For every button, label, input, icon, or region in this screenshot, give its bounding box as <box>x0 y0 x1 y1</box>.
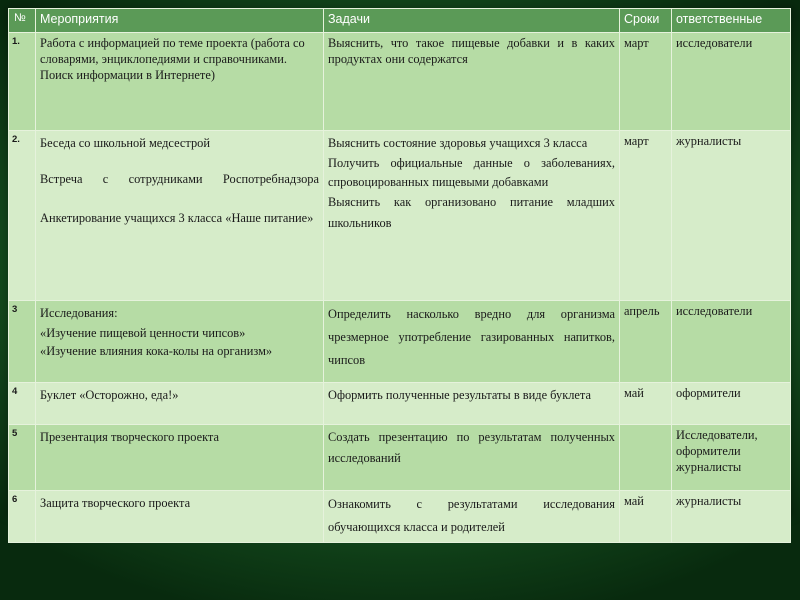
event-text: Работа с информацией по теме проекта (работа со словарями, энциклопедиями и справочниками. Поиск информации в Интернете) <box>40 36 305 82</box>
row-deadline <box>620 425 672 491</box>
table-row <box>9 301 791 383</box>
event-text: Встреча с сотрудниками Роспотребнадзора <box>40 172 319 186</box>
event-text: Исследования: <box>40 306 118 320</box>
row-events <box>36 491 324 543</box>
row-responsible <box>672 383 791 425</box>
task-text: Выяснить как организовано питание младших школьников <box>328 195 615 230</box>
responsible-text: журналисты <box>676 460 742 474</box>
row-events <box>36 383 324 425</box>
row-tasks <box>324 301 620 383</box>
responsible-text: оформители <box>676 386 741 400</box>
row-responsible <box>672 131 791 301</box>
spacer <box>40 190 319 206</box>
task-text: Ознакомить с результатами исследования обучающихся класса и родителей <box>328 497 615 534</box>
row-events <box>36 425 324 491</box>
header-row <box>9 9 791 33</box>
table-header <box>9 9 791 33</box>
responsible-text: Исследователи, <box>676 428 758 442</box>
row-tasks <box>324 131 620 301</box>
spacer <box>40 153 319 169</box>
row-num: 1. <box>9 33 36 131</box>
responsible-text: журналисты <box>676 494 742 508</box>
table-row <box>9 425 791 491</box>
row-num: 3 <box>9 301 36 383</box>
row-tasks <box>324 425 620 491</box>
row-deadline: май <box>620 491 672 543</box>
event-text: Защита творческого проекта <box>40 496 191 510</box>
row-num: 4 <box>9 383 36 425</box>
row-events <box>36 131 324 301</box>
responsible-text: оформители <box>676 444 741 458</box>
row-responsible <box>672 491 791 543</box>
event-text: «Изучение влияния кока-колы на организм» <box>40 344 273 358</box>
task-text: Выяснить состояние здоровья учащихся 3 класса <box>328 136 588 150</box>
row-num: 5 <box>9 425 36 491</box>
task-text: Определить насколько вредно для организма чрезмерное употребление газированных напитков, чипсов <box>328 307 615 367</box>
header-num: № <box>9 9 36 33</box>
event-text: Анкетирование учащихся 3 класса «Наше питание» <box>40 211 314 225</box>
row-deadline: март <box>620 33 672 131</box>
responsible-text: журналисты <box>676 134 742 148</box>
row-num: 2. <box>9 131 36 301</box>
header-deadline: Сроки <box>620 9 672 33</box>
row-tasks <box>324 383 620 425</box>
row-events <box>36 301 324 383</box>
table-row <box>9 383 791 425</box>
task-text: Получить официальные данные о заболеваниях, спровоцированных пищевыми добавками <box>328 156 615 189</box>
row-deadline: апрель <box>620 301 672 383</box>
row-deadline: май <box>620 383 672 425</box>
task-text: Создать презентацию по результатам полученных исследований <box>328 430 615 465</box>
row-tasks <box>324 491 620 543</box>
row-events <box>36 33 324 131</box>
row-num: 6 <box>9 491 36 543</box>
row-deadline: март <box>620 131 672 301</box>
header-events: Мероприятия <box>36 9 324 33</box>
task-text: Выяснить, что такое пищевые добавки и в каких продуктах они содержатся <box>328 36 615 66</box>
table-row <box>9 491 791 543</box>
event-text: «Изучение пищевой ценности чипсов» <box>40 326 246 340</box>
responsible-text: исследователи <box>676 304 753 318</box>
table-row <box>9 131 791 301</box>
event-text: Презентация творческого проекта <box>40 430 219 444</box>
event-text: Буклет «Осторожно, еда!» <box>40 388 179 402</box>
event-text: Беседа со школьной медсестрой <box>40 136 210 150</box>
row-tasks <box>324 33 620 131</box>
row-responsible <box>672 33 791 131</box>
task-text: Оформить полученные результаты в виде буклета <box>328 388 591 402</box>
header-responsible: ответственные <box>672 9 791 33</box>
header-tasks: Задачи <box>324 9 620 33</box>
project-plan-table <box>8 8 791 543</box>
responsible-text: исследователи <box>676 36 753 50</box>
table-row <box>9 33 791 131</box>
row-responsible <box>672 425 791 491</box>
row-responsible <box>672 301 791 383</box>
